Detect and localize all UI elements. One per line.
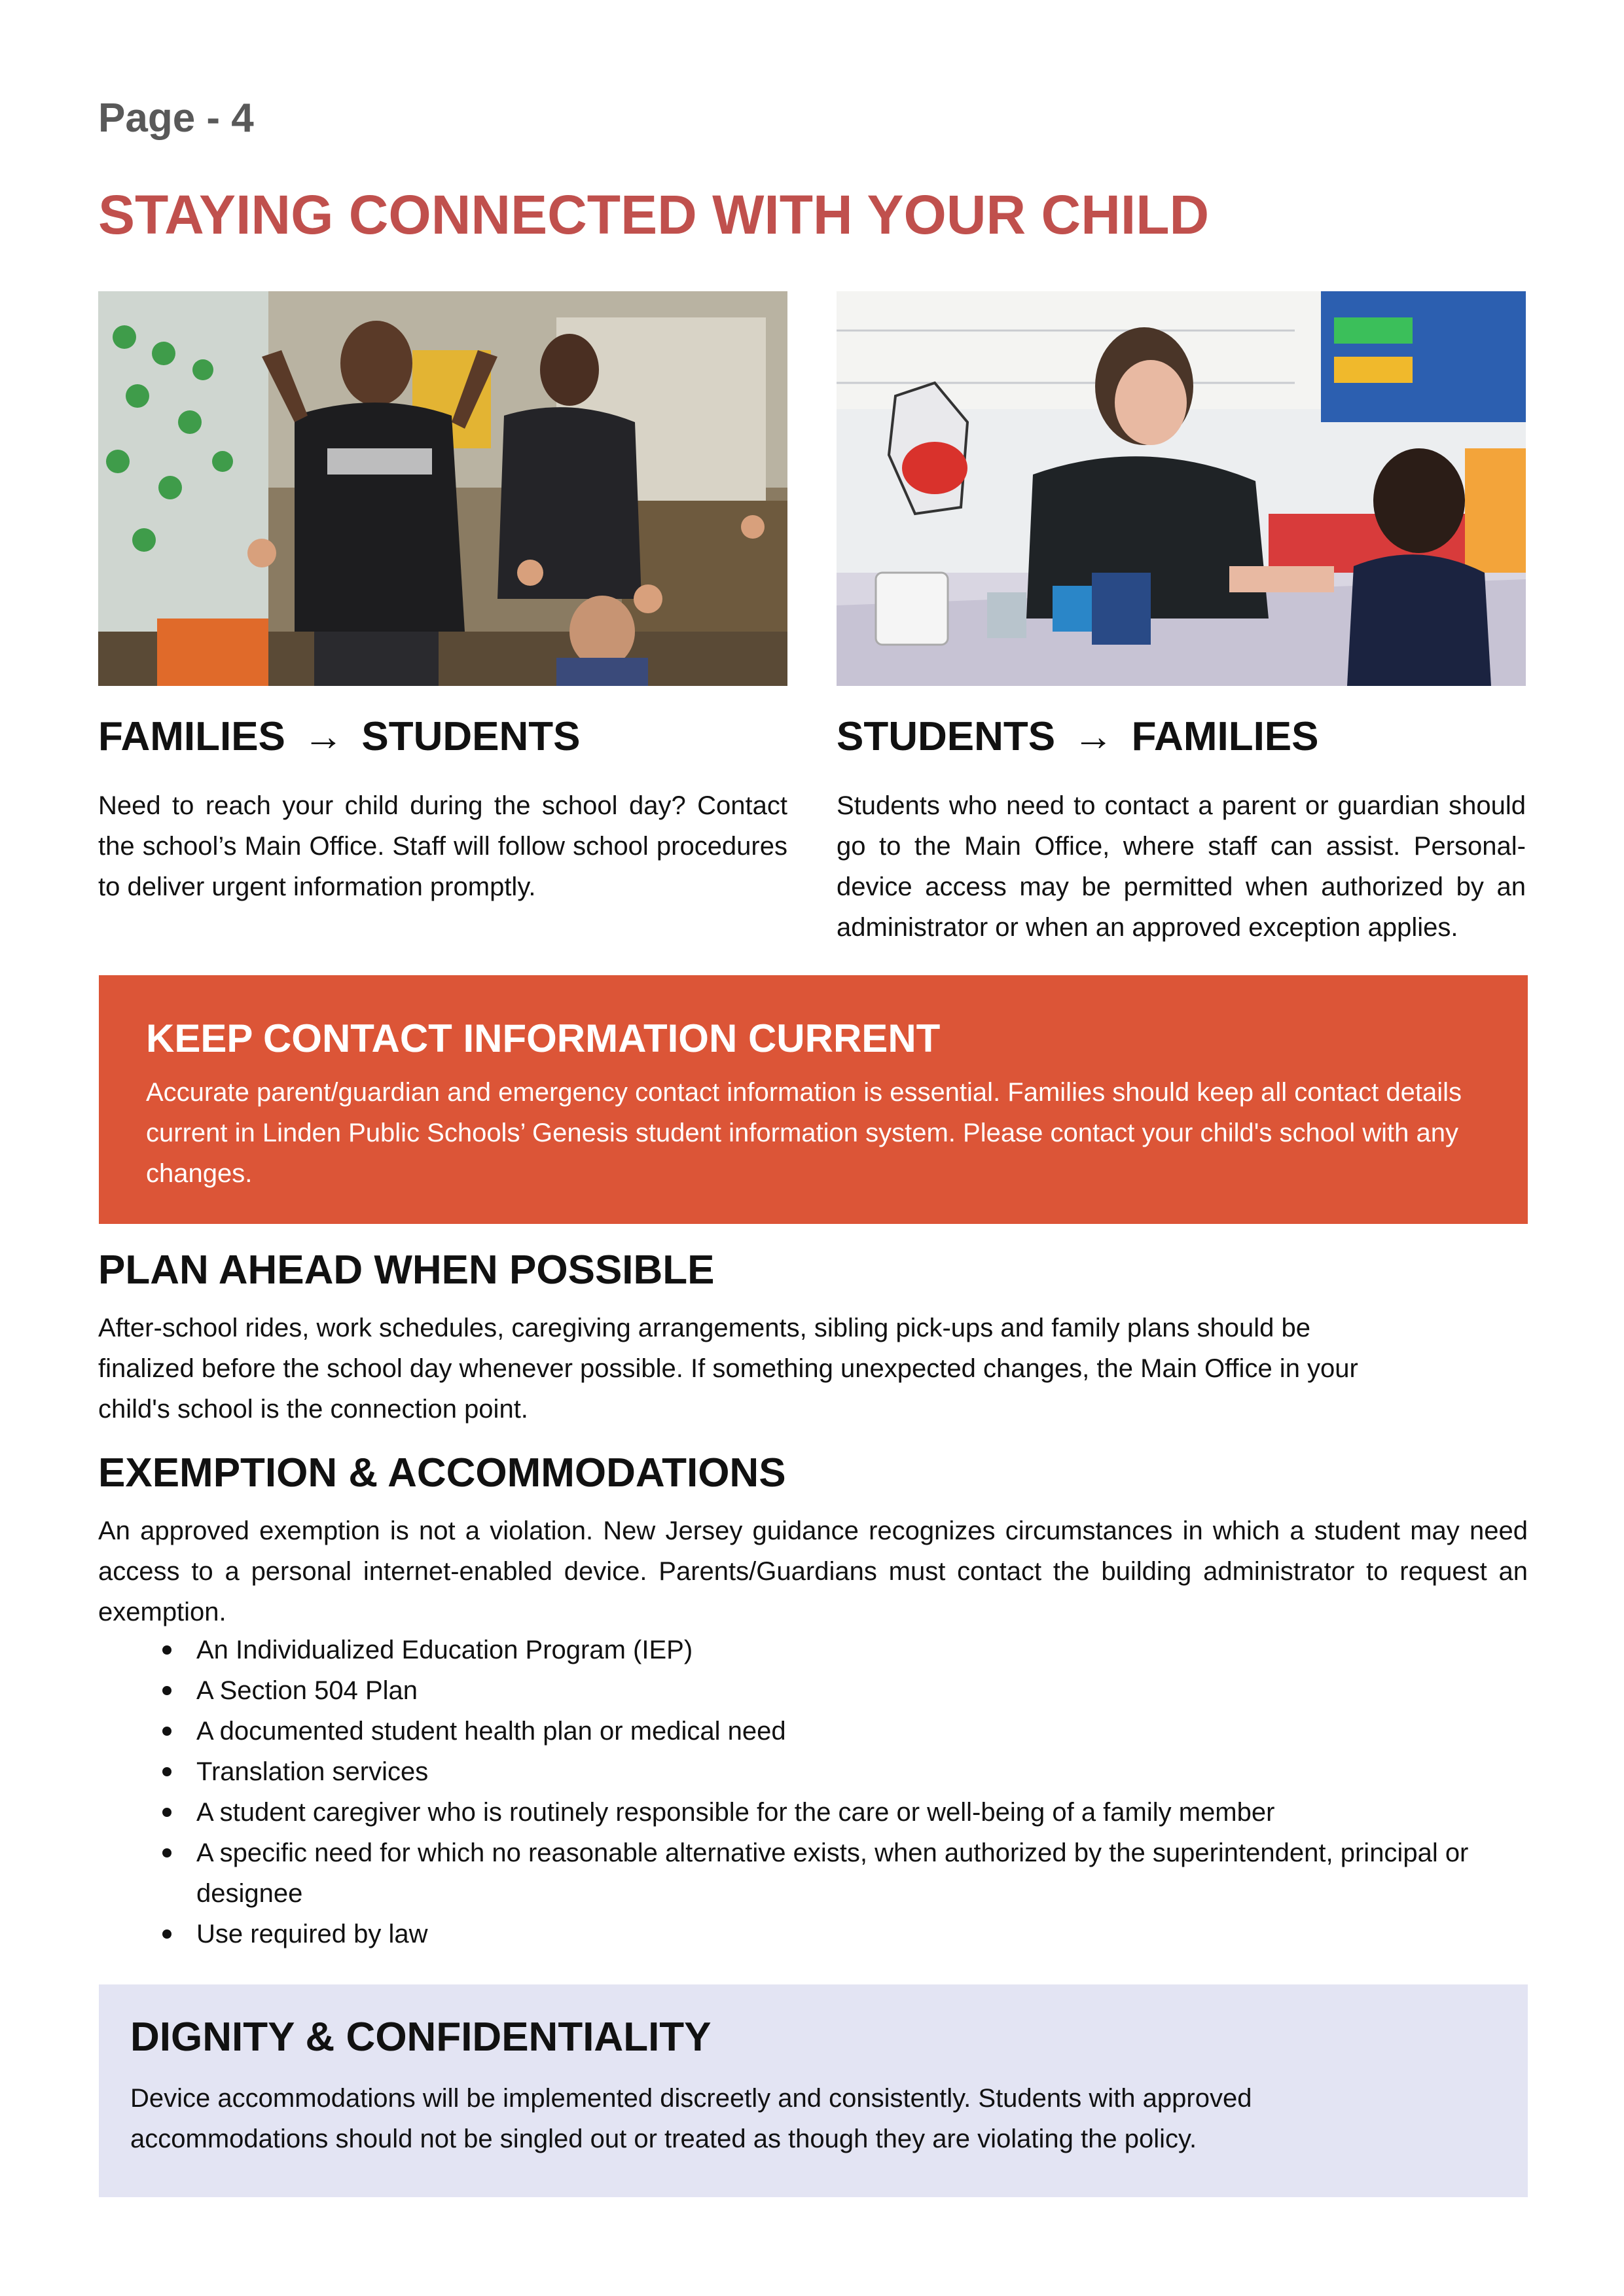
exemptions-intro: An approved exemption is not a violation. New Jersey guidance recognizes circumstances in which a student may need access to a personal internet-enabled device. Parents/Guardians must contact the building administrator to request an exemption. xyxy=(98,1516,1528,1626)
contact-info-text: Accurate parent/guardian and emergency contact information is essential. Families should keep all contact details current in Linden Public Schools’ Genesis student information system. Please contact your child's school with any changes. xyxy=(146,1078,1462,1188)
plan-ahead-heading: PLAN AHEAD WHEN POSSIBLE xyxy=(98,1247,715,1293)
families-to-students-heading xyxy=(98,714,581,759)
list-item: An Individualized Education Program (IEP) xyxy=(196,1630,1528,1670)
plan-ahead-line: finalized before the school day whenever possible. If something unexpected changes, the Main Office in your xyxy=(98,1354,1358,1383)
students-to-families-text: Students who need to contact a parent or guardian should go to the Main Office, where staff can assist. Personal-device access may be permitted when authorized by an administrator or when an approved exception applies. xyxy=(837,791,1526,942)
plan-ahead-line: After-school rides, work schedules, caregiving arrangements, sibling pick-ups and family plans should be xyxy=(98,1314,1311,1342)
heading-from: FAMILIES xyxy=(98,714,285,759)
list-item: A Section 504 Plan xyxy=(196,1670,1528,1711)
list-item: Use required by law xyxy=(196,1914,1528,1954)
arrow-right-icon: → xyxy=(1073,714,1114,759)
dignity-heading: DIGNITY & CONFIDENTIALITY xyxy=(130,2015,712,2060)
list-item: A documented student health plan or medical need xyxy=(196,1711,1528,1751)
heading-to: FAMILIES xyxy=(1131,714,1319,759)
exemption-list xyxy=(98,1630,1528,1954)
list-item: A student caregiver who is routinely responsible for the care or well-being of a family member xyxy=(196,1792,1528,1833)
dignity-line: accommodations should not be singled out or treated as though they are violating the policy. xyxy=(130,2125,1197,2154)
list-item: A specific need for which no reasonable alternative exists, when authorized by the superintendent, principal or designee xyxy=(196,1833,1528,1914)
page-number: Page - 4 xyxy=(98,96,254,141)
dignity-text xyxy=(130,2078,1496,2159)
heading-to: STUDENTS xyxy=(361,714,581,759)
families-to-students-text: Need to reach your child during the school day? Contact the school’s Main Office. Staff will follow school procedures to deliver urgent information promptly. xyxy=(98,791,787,901)
contact-info-heading: KEEP CONTACT INFORMATION CURRENT xyxy=(146,1016,941,1060)
plan-ahead-text xyxy=(98,1308,1358,1429)
heading-from: STUDENTS xyxy=(837,714,1056,759)
classroom-photo-left xyxy=(98,291,787,686)
students-to-families-heading xyxy=(837,714,1319,759)
dignity-line: Device accommodations will be implemented discreetly and consistently. Students with approved xyxy=(130,2084,1252,2113)
classroom-photo-right xyxy=(837,291,1526,686)
list-item: Translation services xyxy=(196,1751,1528,1792)
page-title: STAYING CONNECTED WITH YOUR CHILD xyxy=(98,184,1210,245)
plan-ahead-line: child's school is the connection point. xyxy=(98,1395,528,1424)
exemptions-heading: EXEMPTION & ACCOMMODATIONS xyxy=(98,1450,786,1496)
dignity-callout xyxy=(99,1984,1528,2197)
contact-info-callout xyxy=(99,975,1528,1224)
arrow-right-icon: → xyxy=(303,714,344,759)
